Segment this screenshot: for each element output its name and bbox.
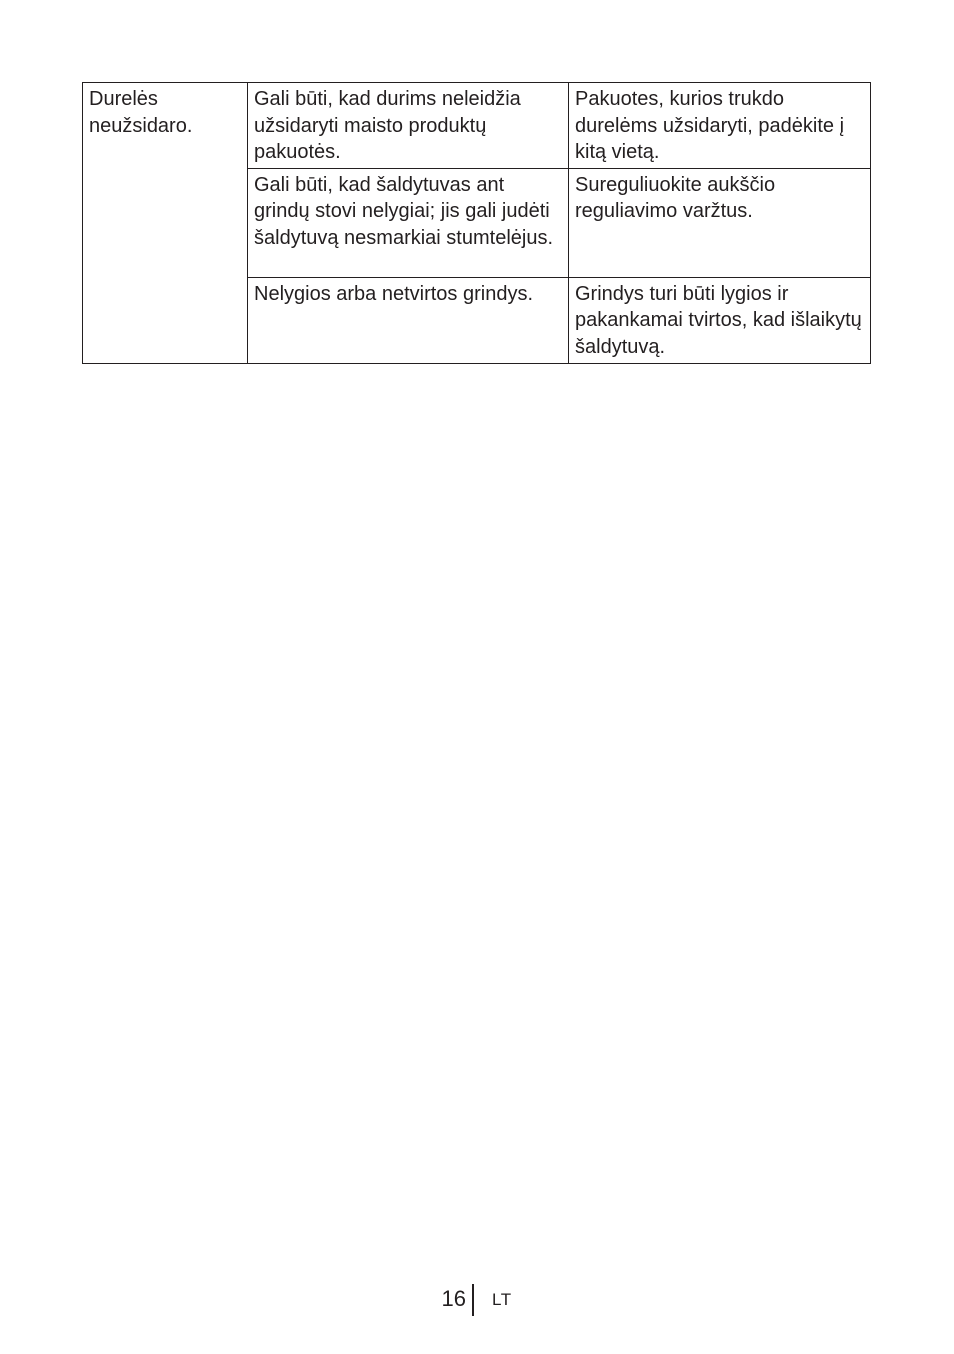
symptom-text: Durelės neužsidaro. — [89, 88, 193, 137]
cause-cell — [248, 277, 569, 363]
remedy-cell — [569, 277, 871, 363]
page-footer — [0, 1284, 954, 1316]
cause-text: Gali būti, kad šaldytuvas ant grindų stovi nelygiai; jis gali judėti šaldytuvą nesmarkiai stumtelėjus. — [254, 173, 554, 249]
remedy-cell — [569, 168, 871, 277]
cause-cell — [248, 168, 569, 277]
remedy-text: Grindys turi būti lygios ir pakankamai tvirtos, kad išlaikytų šaldytuvą. — [575, 282, 862, 358]
table-row — [83, 83, 871, 169]
troubleshooting-table — [82, 82, 871, 364]
symptom-cell — [83, 83, 248, 364]
page-number: 16 — [441, 1286, 466, 1311]
cause-text: Nelygios arba netvirtos grindys. — [254, 282, 534, 305]
remedy-cell — [569, 83, 871, 169]
cause-text: Gali būti, kad durims neleidžia užsidaryti maisto produktų pakuotės. — [254, 88, 521, 163]
remedy-text: Sureguliuokite aukščio reguliavimo varžtus. — [575, 173, 776, 222]
remedy-text: Pakuotes, kurios trukdo durelėms užsidaryti, padėkite į kitą vietą. — [575, 88, 845, 163]
language-code: LT — [492, 1290, 512, 1309]
cause-cell — [248, 83, 569, 169]
footer-divider — [472, 1284, 474, 1316]
